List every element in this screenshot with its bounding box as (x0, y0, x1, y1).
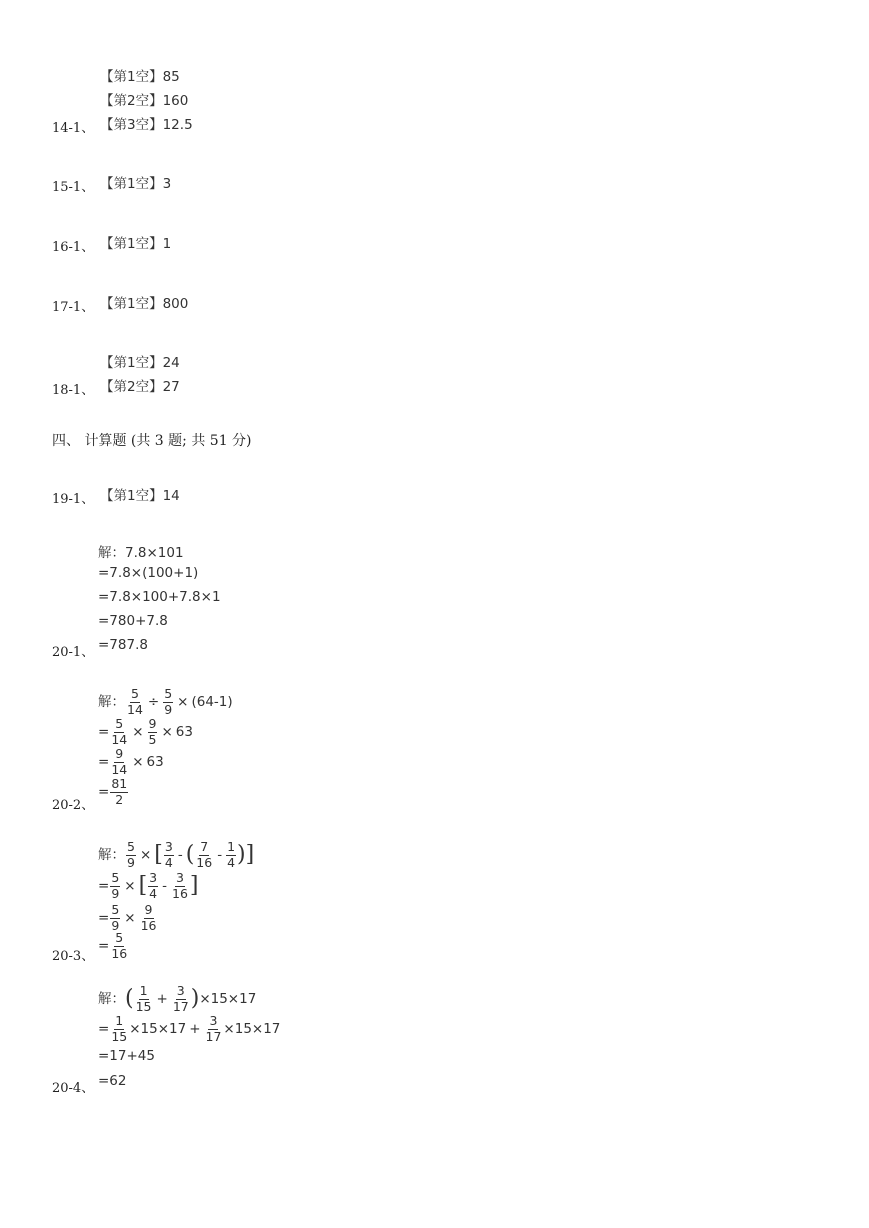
answer-label: 【第1空】 (100, 69, 163, 85)
solution-line: =787.8 (98, 637, 148, 653)
expression: (64-1) (191, 694, 233, 710)
answer-label: 【第1空】 (100, 176, 163, 192)
denominator: 14 (111, 761, 128, 777)
fraction (140, 904, 158, 932)
operator: = (98, 878, 110, 894)
operator: = (98, 910, 110, 926)
answer-label: 【第2空】 (100, 93, 163, 109)
answer-value: 24 (162, 355, 180, 371)
fraction (126, 841, 136, 869)
fraction (135, 985, 153, 1013)
numerator: 5 (164, 686, 173, 701)
answer-value: 14 (162, 488, 180, 504)
denominator: 15 (111, 1028, 128, 1044)
solution-line (98, 932, 129, 960)
operator: + (156, 991, 168, 1007)
answer-value: 800 (162, 296, 189, 312)
numerator: 5 (115, 716, 124, 731)
operator: × (132, 754, 144, 770)
fraction (110, 778, 128, 806)
left-bracket-icon: [ (154, 842, 163, 867)
denominator: 9 (111, 885, 120, 901)
operator: - (217, 847, 223, 863)
solution-line: =780+7.8 (98, 613, 168, 629)
q15-answer-1 (100, 172, 171, 192)
answer-value: 1 (162, 236, 172, 252)
fraction (195, 841, 213, 869)
denominator: 4 (164, 854, 173, 870)
denominator: 16 (172, 885, 188, 901)
numerator: 3 (209, 1013, 218, 1028)
fraction (126, 688, 144, 716)
question-number-18: 18-1、 (52, 383, 95, 398)
question-number-20-4: 20-4、 (52, 1081, 95, 1096)
operator: = (98, 724, 110, 740)
question-number-17: 17-1、 (52, 300, 95, 315)
fraction (148, 718, 158, 746)
numerator: 9 (144, 902, 153, 917)
expression: ×15×17 (223, 1021, 281, 1037)
solution-line: 解：7.8×101 (98, 545, 184, 561)
left-bracket-icon: [ (138, 873, 148, 898)
denominator: 15 (135, 998, 152, 1014)
section-heading: 四、 计算题 (共 3 题; 共 51 分) (52, 433, 252, 449)
answer-label: 【第3空】 (100, 117, 163, 133)
answer-label: 【第1空】 (100, 488, 163, 504)
q18-answer-1 (100, 351, 180, 371)
right-bracket-icon: ] (245, 842, 255, 867)
answer-label: 【第1空】 (100, 355, 163, 371)
numerator: 9 (115, 746, 124, 761)
operator: × (124, 878, 136, 894)
denominator: 5 (148, 731, 157, 747)
fraction (171, 872, 189, 900)
solution-prefix: 解： (98, 847, 125, 863)
denominator: 9 (127, 854, 135, 870)
operator: = (98, 938, 110, 954)
fraction (163, 688, 173, 716)
operator: × (132, 724, 144, 740)
solution-line (98, 748, 164, 776)
fraction (110, 872, 120, 900)
fraction (172, 985, 190, 1013)
left-paren-icon: ( (185, 842, 195, 867)
question-number-15: 15-1、 (52, 180, 95, 195)
fraction (110, 1015, 128, 1043)
answer-label: 【第1空】 (100, 236, 163, 252)
solution-line (98, 872, 199, 900)
denominator: 9 (164, 701, 173, 717)
numerator: 3 (164, 839, 173, 854)
expression: ×15×17 (129, 1021, 187, 1037)
denominator: 16 (196, 854, 213, 870)
q17-answer-1 (100, 292, 188, 312)
answer-value: 27 (162, 379, 180, 395)
denominator: 4 (227, 854, 236, 870)
answer-value: 85 (162, 69, 180, 85)
numerator: 3 (149, 870, 158, 885)
numerator: 81 (111, 776, 128, 791)
q14-answer-1 (100, 65, 180, 85)
denominator: 17 (172, 998, 189, 1014)
denominator: 2 (115, 791, 124, 807)
operator: = (98, 1021, 110, 1037)
q14-answer-2 (100, 89, 188, 109)
answer-label: 【第2空】 (100, 379, 163, 395)
denominator: 4 (149, 885, 158, 901)
fraction (205, 1015, 223, 1043)
numerator: 5 (130, 686, 139, 701)
q19-answer-1 (100, 484, 180, 504)
q14-answer-3 (100, 113, 193, 133)
number: 63 (175, 724, 193, 740)
solution-line: =17+45 (98, 1048, 155, 1064)
answer-label: 【第1空】 (100, 296, 163, 312)
solution-line: =7.8×100+7.8×1 (98, 589, 221, 605)
solution-line (98, 904, 158, 932)
denominator: 16 (140, 917, 157, 933)
denominator: 17 (205, 1028, 222, 1044)
operator: + (189, 1021, 201, 1037)
q16-answer-1 (100, 232, 171, 252)
solution-line: =62 (98, 1073, 127, 1089)
numerator: 5 (127, 839, 135, 854)
fraction (110, 932, 128, 960)
operator: ÷ (147, 694, 160, 710)
numerator: 7 (200, 839, 209, 854)
solution-line (98, 841, 254, 869)
operator: - (162, 878, 167, 894)
left-paren-icon: ( (125, 986, 134, 1011)
numerator: 1 (139, 983, 148, 998)
numerator: 5 (111, 902, 120, 917)
answer-value: 12.5 (162, 117, 193, 133)
fraction (226, 841, 236, 869)
fraction (110, 718, 128, 746)
solution-prefix: 解： (98, 694, 125, 710)
solution-line: =7.8×(100+1) (98, 565, 199, 581)
right-paren-icon: ) (190, 986, 200, 1011)
question-number-19: 19-1、 (52, 492, 95, 507)
numerator: 9 (148, 716, 157, 731)
fraction (110, 748, 128, 776)
right-bracket-icon: ] (189, 873, 199, 898)
solution-line (98, 778, 129, 806)
numerator: 5 (111, 870, 120, 885)
number: 63 (146, 754, 164, 770)
denominator: 9 (111, 917, 120, 933)
denominator: 16 (111, 945, 128, 961)
question-number-20-2: 20-2、 (52, 798, 95, 813)
answer-value: 160 (162, 93, 189, 109)
question-number-14: 14-1、 (52, 121, 95, 136)
question-number-20-3: 20-3、 (52, 949, 95, 964)
question-number-20-1: 20-1、 (52, 645, 95, 660)
fraction (148, 872, 158, 900)
right-paren-icon: ) (237, 842, 246, 867)
denominator: 14 (111, 731, 128, 747)
operator: × (161, 724, 173, 740)
numerator: 1 (115, 1013, 124, 1028)
solution-line (98, 718, 193, 746)
solution-line (98, 1015, 280, 1043)
solution-line (98, 688, 233, 716)
question-number-16: 16-1、 (52, 240, 95, 255)
operator: × (124, 910, 136, 926)
numerator: 1 (227, 839, 236, 854)
answer-value: 3 (162, 176, 172, 192)
denominator: 14 (127, 701, 143, 717)
numerator: 5 (115, 930, 124, 945)
operator: × (139, 847, 152, 863)
solution-line (98, 985, 256, 1013)
fraction (164, 841, 174, 869)
q18-answer-2 (100, 375, 180, 395)
operator: × (177, 694, 189, 710)
operator: = (98, 754, 110, 770)
numerator: 3 (176, 983, 185, 998)
expression: ×15×17 (199, 991, 257, 1007)
numerator: 3 (175, 870, 184, 885)
operator: = (98, 784, 110, 800)
fraction (110, 904, 120, 932)
operator: - (177, 847, 183, 863)
solution-prefix: 解： (98, 991, 125, 1007)
